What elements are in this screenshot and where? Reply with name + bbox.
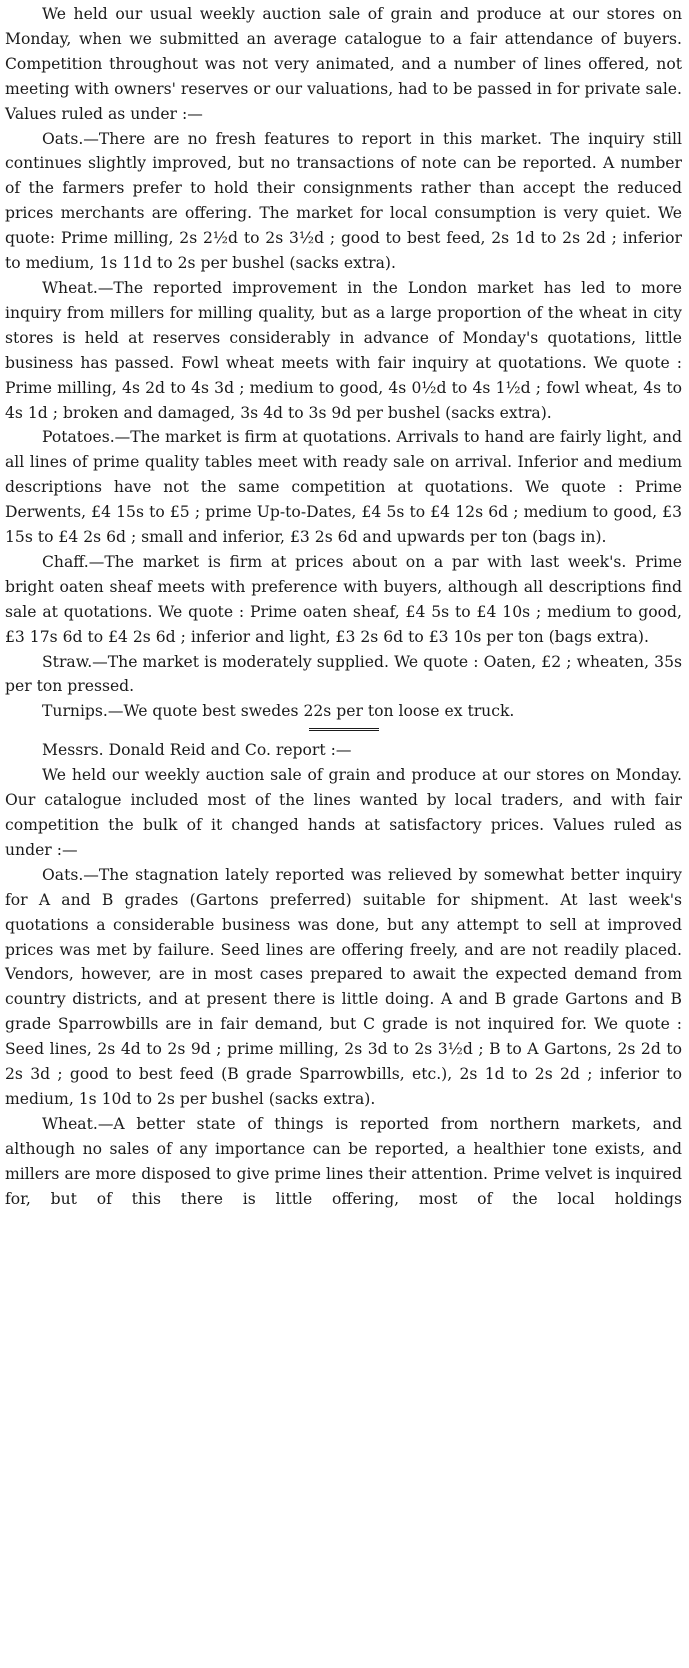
paragraph-reid-wheat: Wheat.—A better state of things is reported from northern markets, and although no sales of any importance can be reported, a healthier tone exists, and millers are more disposed to give prime lines their attention. Prime velvet is inquired for, but of this there is little offering, most of the local holdings	[5, 1114, 682, 1208]
paragraph-wheat: Wheat.—The reported improvement in the London market has led to more inquiry from millers for milling quality, but as a large proportion of the wheat in city stores is held at reserves considerably in advance of Monday's quotations, little business has passed. Fowl wheat meets with fair inquiry at quotations. We quote : Prime milling, 4s 2d to 4s 3d ; medium to good, 4s 0½d to 4s 1½d ; fowl wheat, 4s to 4s 1d ; broken and damaged, 3s 4d to 3s 9d per bushel (sacks extra).	[5, 278, 682, 422]
section-divider	[309, 728, 379, 731]
paragraph-chaff: Chaff.—The market is firm at prices about on a par with last week's. Prime bright oaten sheaf meets with preference with buyers, although all descriptions find sale at quotations. We quote : Prime oaten sheaf, £4 5s to £4 10s ; medium to good, £3 17s 6d to £4 2s 6d ; inferior and light, £3 2s 6d to £3 10s per ton (bags extra).	[5, 552, 682, 646]
paragraph-straw: Straw.—The market is moderately supplied. We quote : Oaten, £2 ; wheaten, 35s per ton pressed.	[5, 652, 682, 696]
paragraph-turnips: Turnips.—We quote best swedes 22s per ton loose ex truck.	[42, 702, 515, 721]
report-heading-donald-reid: Messrs. Donald Reid and Co. report :—	[42, 741, 352, 760]
paragraph-intro: We held our usual weekly auction sale of grain and produce at our stores on Monday, when we submitted an average catalogue to a fair attendance of buyers. Competition throughout was not very animated, and a number of lines offered, not meeting with owners' reserves or our valuations, had to be passed in for private sale. Values ruled as under :—	[5, 5, 682, 123]
paragraph-oats: Oats.—There are no fresh features to report in this market. The inquiry still continues slightly improved, but no transactions of note can be reported. A number of the farmers prefer to hold their consignments rather than accept the reduced prices merchants are offering. The market for local consumption is very quiet. We quote: Prime milling, 2s 2½d to 2s 3½d ; good to best feed, 2s 1d to 2s 2d ; inferior to medium, 1s 11d to 2s per bushel (sacks extra).	[5, 129, 682, 273]
paragraph-reid-intro: We held our weekly auction sale of grain and produce at our stores on Monday. Our catalogue included most of the lines wanted by local traders, and with fair competition the bulk of it changed hands at satisfactory prices. Values ruled as under :—	[5, 766, 682, 859]
paragraph-potatoes: Potatoes.—The market is firm at quotations. Arrivals to hand are fairly light, and all lines of prime quality tables meet with ready sale on arrival. Inferior and medium descriptions have not the same competition at quotations. We quote : Prime Derwents, £4 15s to £5 ; prime Up-to-Dates, £4 5s to £4 12s 6d ; medium to good, £3 15s to £4 2s 6d ; small and inferior, £3 2s 6d and upwards per ton (bags in).	[5, 428, 682, 547]
paragraph-reid-oats: Oats.—The stagnation lately reported was relieved by somewhat better inquiry for A and B grades (Gartons preferred) suitable for shipment. At last week's quotations a considerable business was done, but any attempt to sell at improved prices was met by failure. Seed lines are offering freely, and are not readily placed. Vendors, however, are in most cases prepared to await the expected demand from country districts, and at present there is little doing. A and B grade Gartons and B grade Sparrowbills are in fair demand, but C grade is not inquired for. We quote : Seed lines, 2s 4d to 2s 9d ; prime milling, 2s 3d to 2s 3½d ; B to A Gartons, 2s 2d to 2s 3d ; good to best feed (B grade Sparrowbills, etc.), 2s 1d to 2s 2d ; inferior to medium, 1s 10d to 2s per bushel (sacks extra).	[5, 865, 682, 1108]
